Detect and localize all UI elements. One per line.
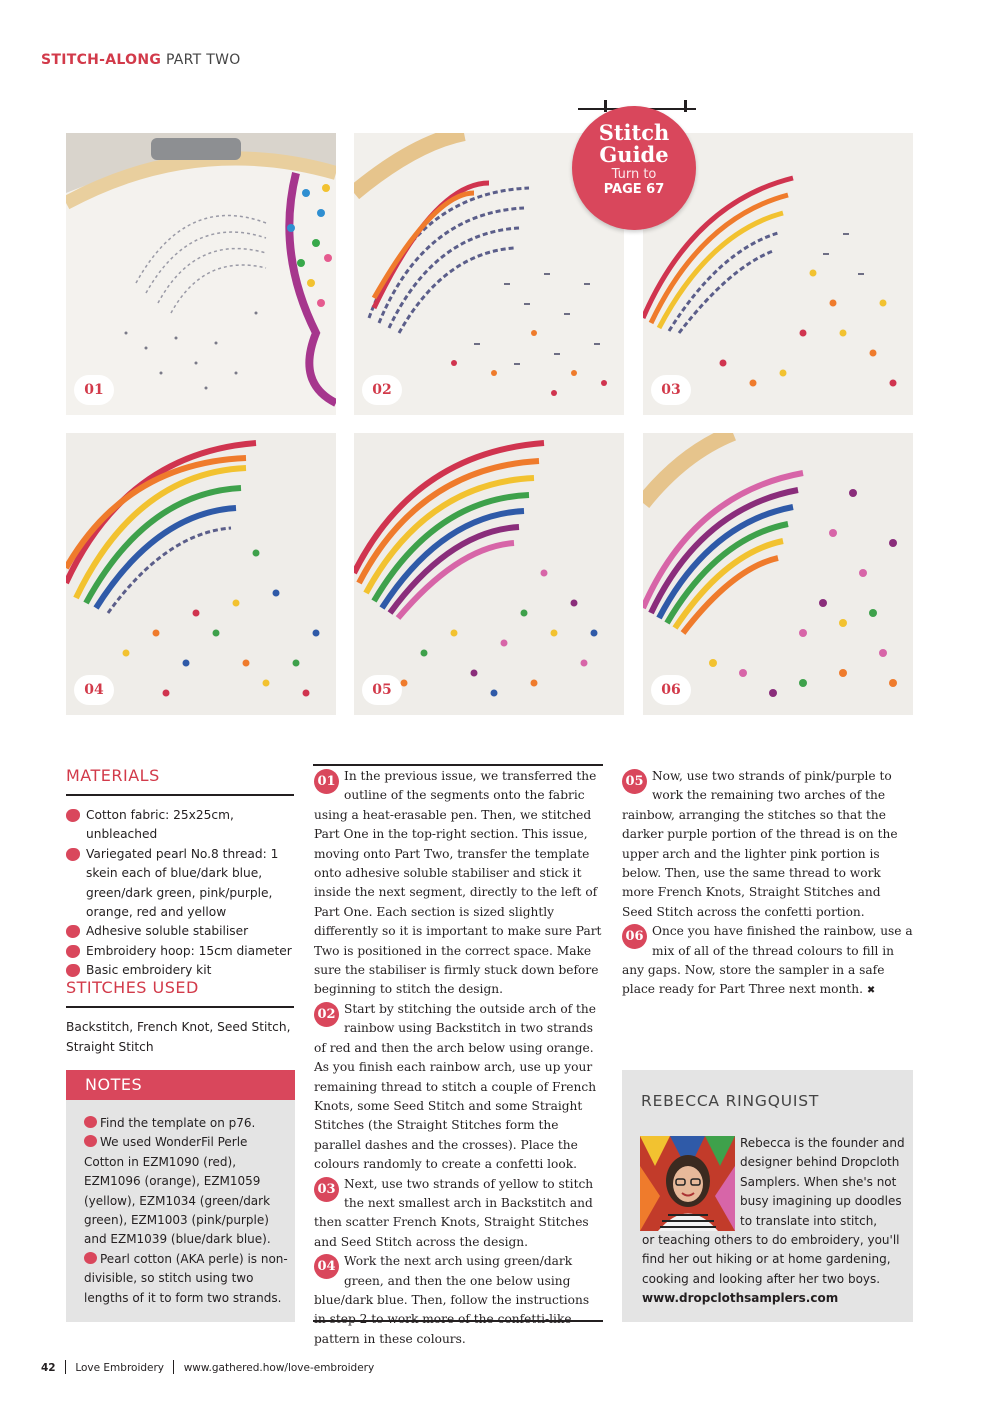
author-name: REBECCA RINGQUIST (641, 1092, 820, 1110)
stitches-used-heading: STITCHES USED (66, 978, 199, 997)
photo-number: 06 (651, 675, 691, 705)
step-photo-01 (66, 133, 336, 415)
bullet-icon (84, 1252, 97, 1264)
section-label: STITCH-ALONG (41, 52, 162, 68)
stitches-used-text: Backstitch, French Knot, Seed Stitch, Straight Stitch (66, 1020, 291, 1054)
author-panel (622, 1070, 913, 1322)
separator (173, 1360, 174, 1374)
end-mark-icon: ✖ (866, 985, 876, 997)
list-item: Adhesive soluble stabiliser (66, 922, 298, 941)
notes-body (84, 1114, 290, 1308)
bullet-icon (84, 1135, 97, 1147)
badge-title-line2: Guide (599, 142, 669, 167)
bullet-icon (66, 809, 80, 822)
materials-heading: MATERIALS (66, 766, 160, 785)
note-item: We used WonderFil Perle Cotton in EZM1090 (red), EZM1096 (orange), EZM1059 (yellow), EZM1034 (green/dark green), EZM1003 (pink/purple) and EZM1039 (blue/dark blue). (84, 1135, 271, 1247)
badge-title-line1: Stitch (598, 120, 670, 145)
author-bio: Rebecca is the founder and designer behind Dropcloth Samplers. When she's not busy imagining up doodles to translate into stitch, or teaching others to do embroidery, you'll find her out hiking or at home gardening, cooking and looking after her two boys. www.dropclothsamplers.com (642, 1134, 910, 1309)
divider (66, 1006, 294, 1008)
bullet-icon (66, 848, 80, 861)
step-paragraph: 03 Next, use two strands of yellow to stitch the next smallest arch in Backstitch and then scatter French Knots, Straight Stitches and Seed Stitch across the design. (314, 1176, 594, 1249)
stitch-guide-badge[interactable] (572, 106, 696, 230)
instructions-column-1 (314, 767, 603, 1349)
badge-pin (604, 100, 607, 112)
step-paragraph: 02 Start by stitching the outside arch of the rainbow using Backstitch in two strands of red and then the arch below using orange. As you finish each rainbow arch, use up your remaining thread to stitch a couple of French Knots, some Seed Stitch and some Straight Stitches (the Straight Stitches form the parallel dashes and the crosses). Place the colours randomly to create a confetti look. (314, 1001, 597, 1172)
magazine-name: Love Embroidery (75, 1362, 165, 1374)
step-paragraph: 04 Work the next arch using green/dark green, and then the one below using blue/dark blue. Then, follow the instructions pattern in these colours. (314, 1254, 590, 1346)
page-header (41, 52, 241, 68)
notes-heading: NOTES (66, 1070, 295, 1100)
step-number-badge: 04 (314, 1254, 339, 1279)
step-photo-06 (643, 433, 913, 715)
page-footer (41, 1360, 374, 1374)
step-number-badge: 03 (314, 1177, 339, 1202)
list-item: Basic embroidery kit (66, 961, 298, 980)
divider (66, 794, 294, 796)
step-number-badge: 06 (622, 924, 647, 949)
divider (313, 1320, 603, 1322)
author-website-link[interactable]: www.dropclothsamplers.com (642, 1291, 839, 1306)
badge-pin (684, 100, 687, 112)
list-item: Embroidery hoop: 15cm diameter (66, 942, 298, 961)
photo-number: 02 (362, 375, 402, 405)
step-paragraph: 01 In the previous issue, we transferred the outline of the segments onto the fabric using a heat-erasable pen. Then, we stitched Part One in the top-right section. This issue, moving onto Part Two, transfer the template onto adhesive soluble stabiliser and stick it inside the next segment, directly to the left of Part One. Each section is sized slightly differently so it is important to make sure Part Two is positioned in the correct space. Make sure the stabiliser is firmly stuck down before beginning to stitch the design. (314, 769, 602, 997)
step-number-badge: 05 (622, 769, 647, 794)
note-item: Pearl cotton (AKA perle) is non-divisible, so stitch using two lengths of it to form two strands. (84, 1251, 288, 1305)
step-paragraph: 05 Now, use two strands of pink/purple to work the remaining two arches of the rainbow, arranging the stitches so that the darker purple portion of the thread is on the upper arch and the lighter pink portion is below. Then, use the same thread to work more French Knots, Straight Stitches and Seed Stitch across the confetti portion. (622, 769, 898, 919)
list-item: Cotton fabric: 25x25cm, unbleached (66, 806, 298, 845)
separator (65, 1360, 66, 1374)
step-number-badge: 02 (314, 1002, 339, 1027)
photo-number: 04 (74, 675, 114, 705)
divider (313, 764, 603, 766)
photo-number: 05 (362, 675, 402, 705)
badge-turn-to: Turn to (611, 167, 657, 182)
bullet-icon (66, 945, 80, 958)
materials-list (66, 806, 298, 981)
bullet-icon (84, 1116, 97, 1128)
step-number-badge: 01 (314, 769, 339, 794)
note-item: Find the template on p76. (84, 1114, 290, 1133)
badge-page-ref: PAGE 67 (603, 182, 665, 197)
step-photo-04 (66, 433, 336, 715)
instructions-column-2 (622, 767, 913, 1001)
page-number: 42 (41, 1362, 56, 1374)
photo-number: 03 (651, 375, 691, 405)
photo-number: 01 (74, 375, 114, 405)
step-photo-05 (354, 433, 624, 715)
step-paragraph: 06 Once you have finished the rainbow, use a mix of all of the thread colours to fill in any gaps. Now, store the sampler in a safe place ready for Part Three next month. ✖ (622, 924, 913, 997)
footer-url[interactable]: www.gathered.how/love-embroidery (183, 1362, 375, 1374)
notes-panel (66, 1070, 295, 1322)
bullet-icon (66, 964, 80, 977)
part-label: PART TWO (165, 52, 241, 68)
bullet-icon (66, 925, 80, 938)
list-item: Variegated pearl No.8 thread: 1 skein each of blue/dark blue, green/dark green, pink/purple, orange, red and yellow (66, 845, 298, 923)
